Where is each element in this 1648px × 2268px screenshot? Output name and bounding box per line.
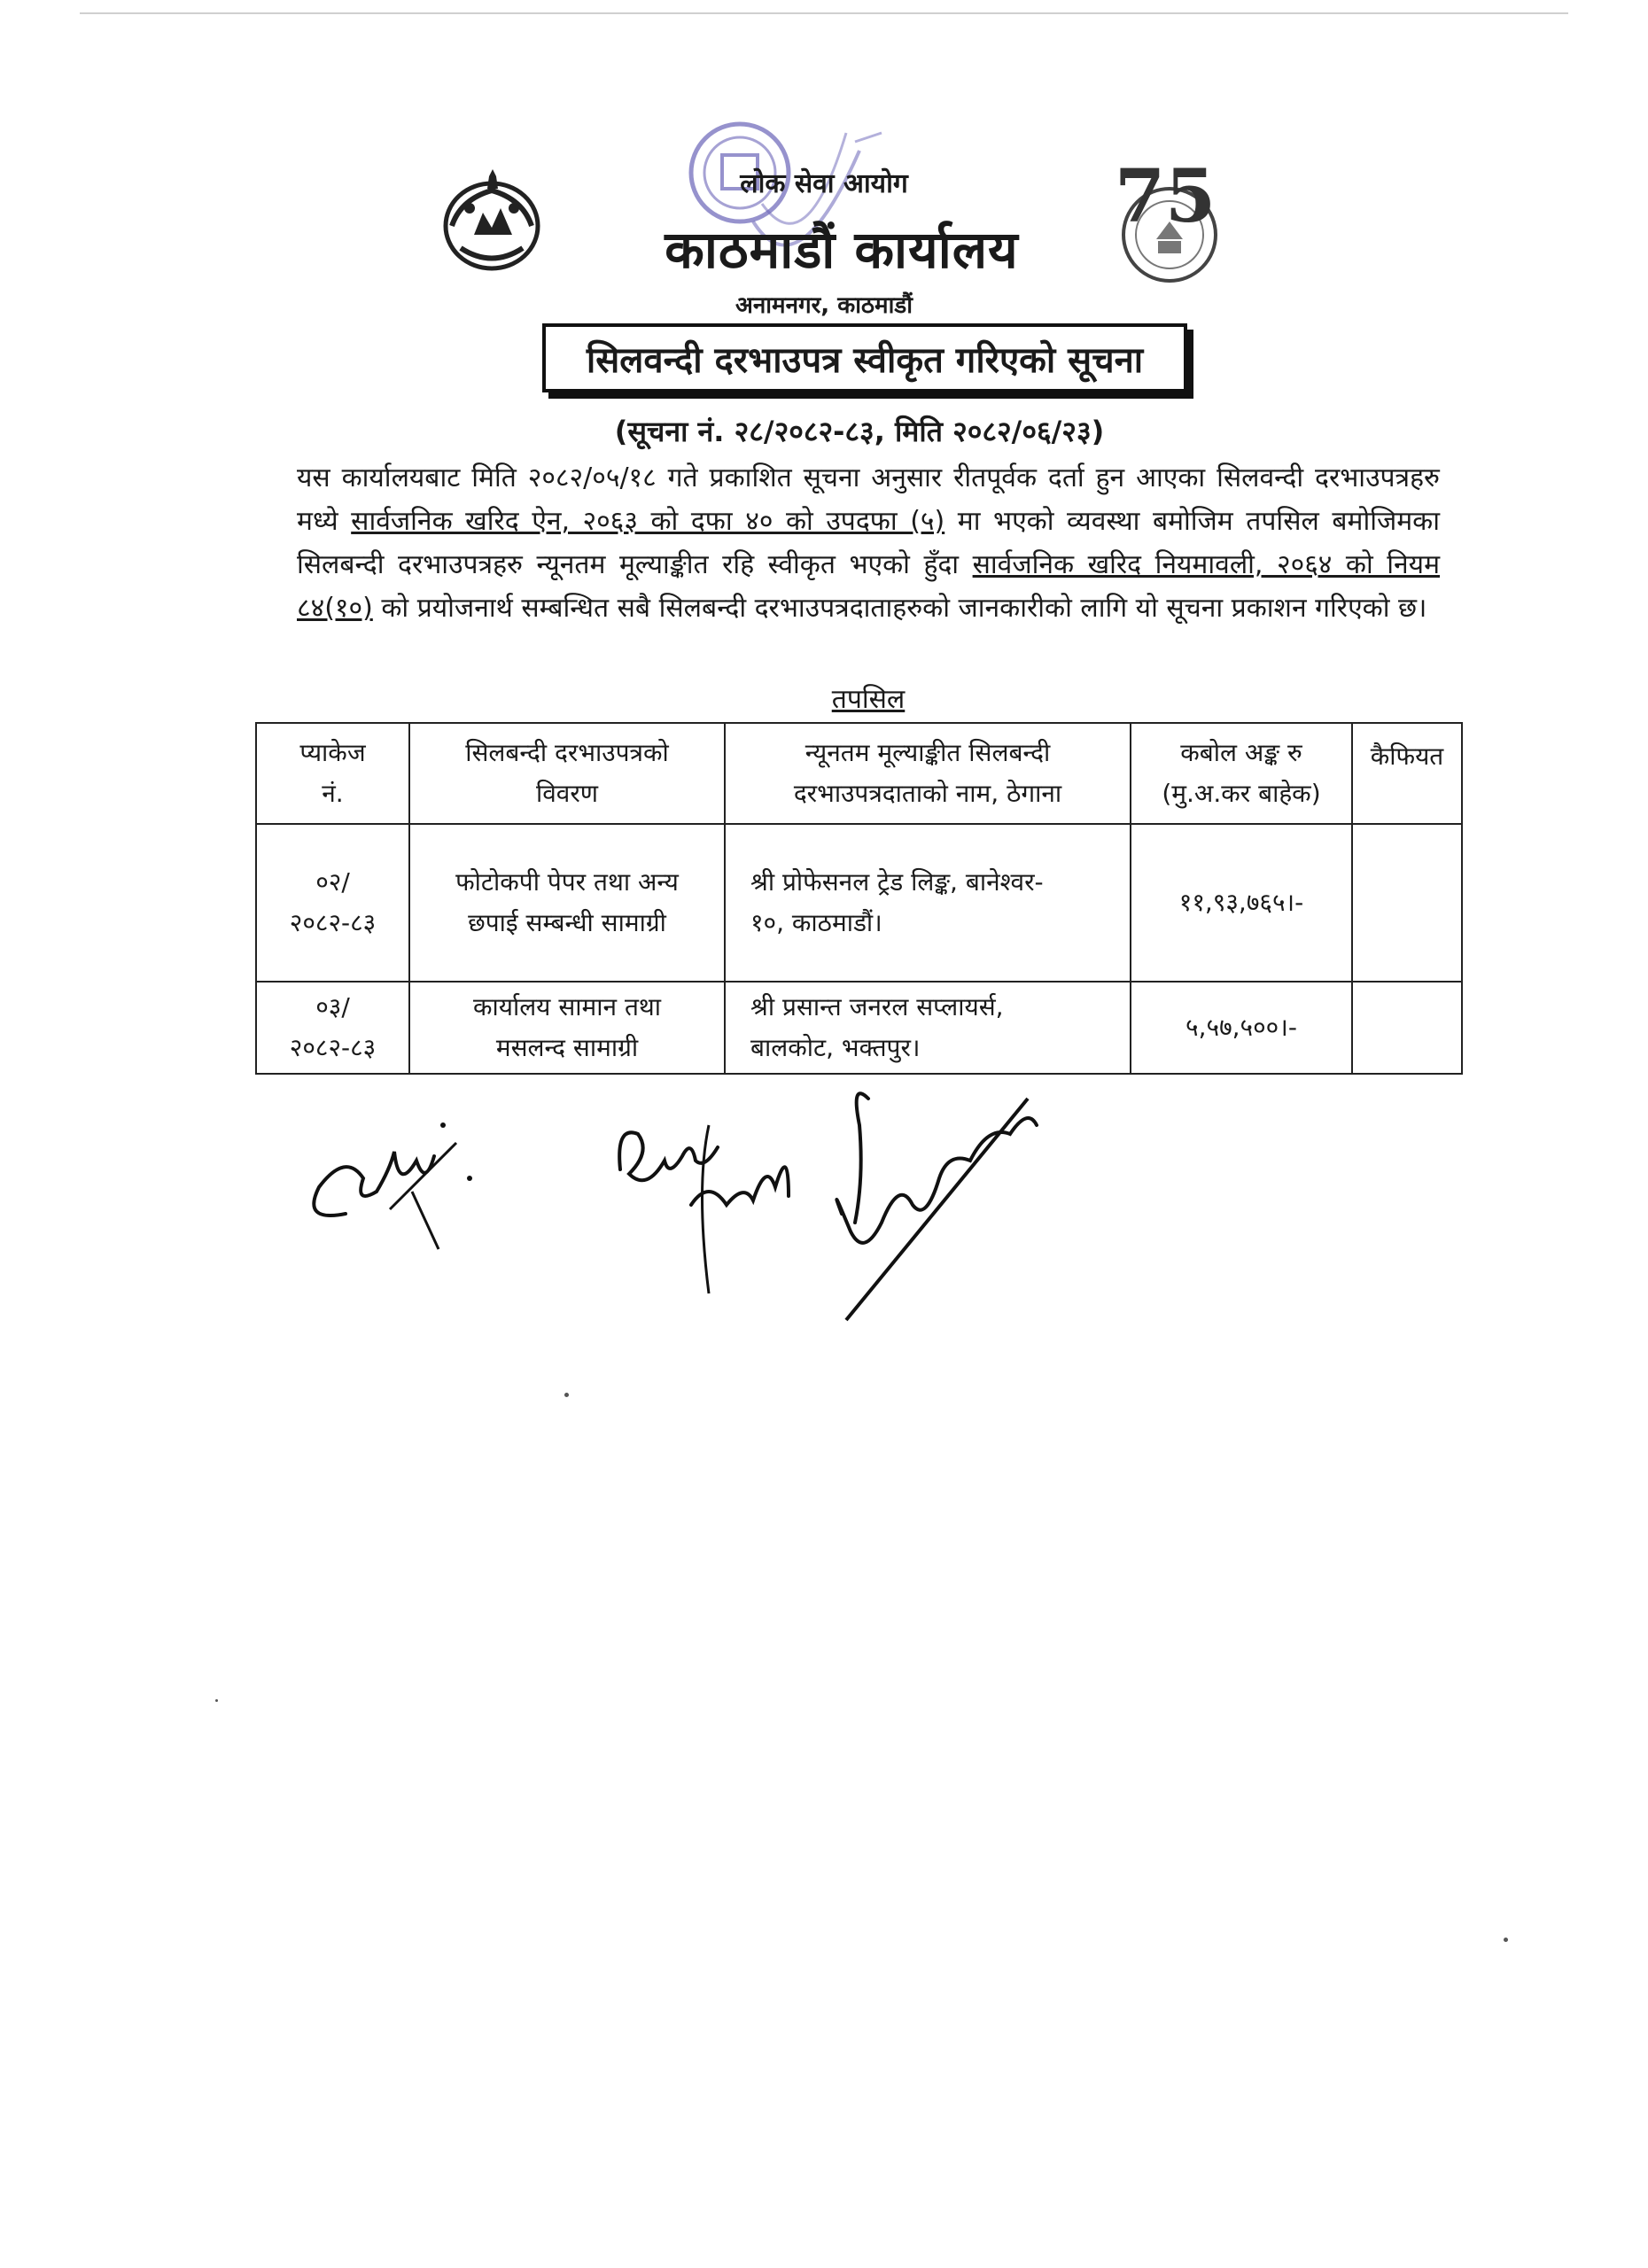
- cell-bidder: श्री प्रोफेसनल ट्रेड लिङ्क, बानेश्वर- १०, काठमाडौं।: [725, 824, 1131, 982]
- cell-package-no: ०२/ २०८२-८३: [256, 824, 409, 982]
- body-text-part2: मा भएको व्यवस्था बमोजिम तपसिल बमोजिमका सिलबन्दी दरभाउपत्रहरु न्यूनतम मूल्याङ्कीत रहि स्वीकृत भएको हुँदा: [297, 506, 1440, 580]
- regulation-reference: सार्वजनिक खरिद नियमावली, २०६४ को नियम ८४(१०): [297, 549, 1441, 624]
- signature-2: [611, 1107, 842, 1311]
- office-address: अनामनगर, काठमाडौं: [735, 292, 913, 319]
- table-header-row: [256, 723, 1462, 824]
- notice-body: [297, 456, 1440, 630]
- table-row: [256, 982, 1462, 1074]
- body-text-part3: को प्रयोजनार्थ सम्बन्धित सबै सिलबन्दी दरभाउपत्रदाताहरुको जानकारीको लागि यो सूचना प्रकाशन गरिएको छ।: [372, 593, 1427, 624]
- notice-title: सिलवन्दी दरभाउपत्र स्वीकृत गरिएको सूचना: [542, 323, 1187, 392]
- cell-description: फोटोकपी पेपर तथा अन्य छपाई सम्बन्धी सामाग्री: [409, 824, 725, 982]
- body-text-part1: यस कार्यालयबाट मिति २०८२/०५/१८ गते प्रकाशित सूचना अनुसार रीतपूर्वक दर्ता हुन आएका सिलवन्दी दरभाउपत्रहरु मध्ये: [297, 462, 1440, 537]
- cell-description: कार्यालय सामान तथा मसलन्द सामाग्री: [409, 982, 725, 1074]
- scan-speck: [1504, 1938, 1508, 1942]
- nepal-emblem-icon: [434, 164, 549, 279]
- top-border-line: [80, 12, 1568, 14]
- header-remarks: कैफियत: [1352, 723, 1462, 824]
- bid-table: [255, 722, 1463, 1075]
- header-bidder: न्यूनतम मूल्याङ्कीत सिलबन्दी दरभाउपत्रदाताको नाम, ठेगाना: [725, 723, 1131, 824]
- table-row: [256, 824, 1462, 982]
- schedule-label: तपसिल: [831, 684, 906, 715]
- header-description: सिलबन्दी दरभाउपत्रको विवरण: [409, 723, 725, 824]
- header-package-no: प्याकेज नं.: [256, 723, 409, 824]
- header-amount: कबोल अङ्क रु (मु.अ.कर बाहेक): [1131, 723, 1352, 824]
- cell-bidder: श्री प्रसान्त जनरल सप्लायर्स, बालकोट, भक्तपुर।: [725, 982, 1131, 1074]
- commission-name: लोक सेवा आयोग: [740, 168, 908, 199]
- cell-remarks: [1352, 982, 1462, 1074]
- signature-1: [292, 1107, 496, 1258]
- notice-number: (सूचना नं. २८/२०८२-८३, मिति २०८२/०६/२३): [614, 415, 1105, 448]
- anniversary-75-logo: [1094, 151, 1236, 292]
- scan-speck: [564, 1393, 569, 1397]
- signature-3: [815, 1072, 1054, 1329]
- cell-remarks: [1352, 824, 1462, 982]
- scan-speck: [215, 1699, 218, 1702]
- logo-number: 75: [1114, 154, 1217, 239]
- cell-amount: ११,९३,७६५।-: [1131, 824, 1352, 982]
- cell-package-no: ०३/ २०८२-८३: [256, 982, 409, 1074]
- cell-amount: ५,५७,५००।-: [1131, 982, 1352, 1074]
- act-reference: सार्वजनिक खरिद ऐन, २०६३ को दफा ४० को उपदफा (५): [351, 506, 945, 537]
- office-name: काठमाडौं कार्यालय: [665, 220, 1019, 280]
